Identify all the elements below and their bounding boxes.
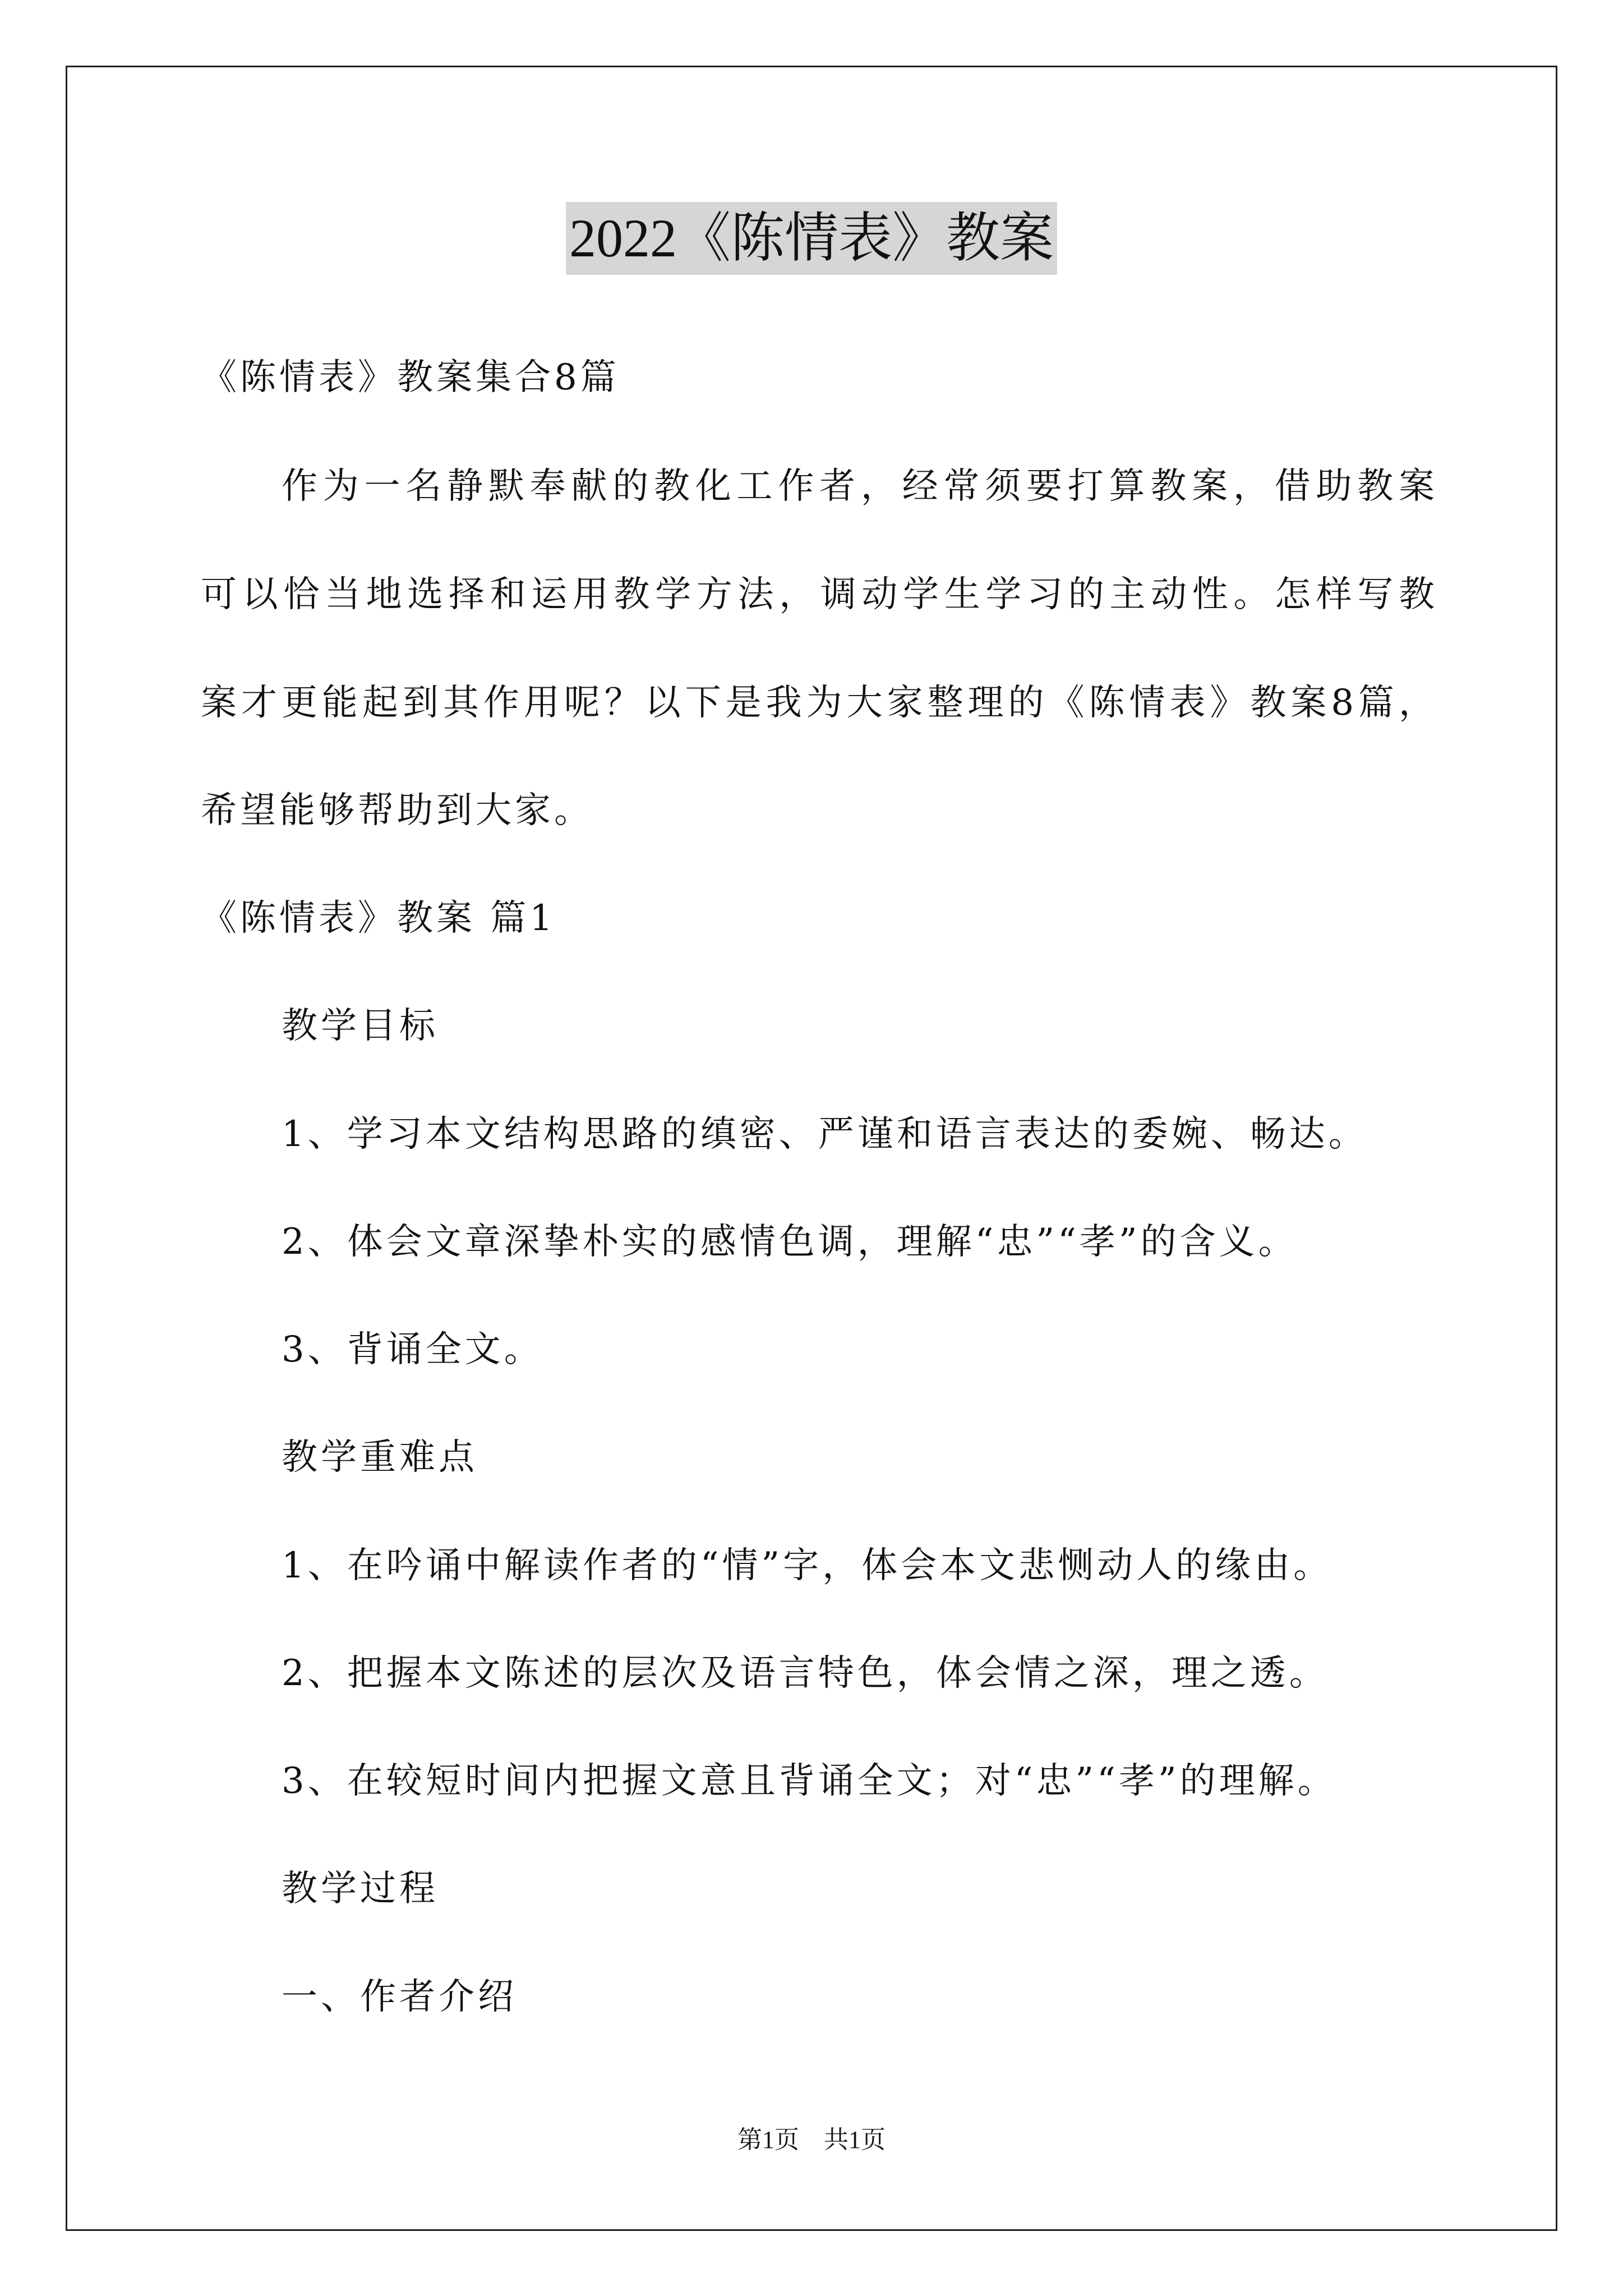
page-footer: 第1页 共1页 <box>737 2126 886 2154</box>
document-title: 2022《陈情表》教案 <box>566 202 1057 275</box>
document-subtitle: 《陈情表》教案集合8篇 <box>201 357 620 398</box>
process-heading: 教学过程 <box>282 1868 439 1910</box>
difficulty-heading: 教学重难点 <box>282 1437 478 1478</box>
objective-item-2: 2、体会文章深挚朴实的感情色调，理解“忠”“孝”的含义。 <box>282 1221 1298 1263</box>
intro-line-4: 希望能够帮助到大家。 <box>201 790 593 831</box>
difficulty-item-3: 3、在较短时间内把握文意且背诵全文；对“忠”“孝”的理解。 <box>282 1760 1337 1802</box>
intro-line-1: 作为一名静默奉献的教化工作者，经常须要打算教案，借助教案 <box>282 466 1435 507</box>
difficulty-item-2: 2、把握本文陈述的层次及语言特色，体会情之深，理之透。 <box>282 1653 1329 1694</box>
intro-line-3: 案才更能起到其作用呢？以下是我为大家整理的《陈情表》教案8篇， <box>201 682 1435 724</box>
title-container <box>0 202 1623 275</box>
objective-item-3: 3、背诵全文。 <box>282 1329 543 1370</box>
intro-line-2: 可以恰当地选择和运用教学方法，调动学生学习的主动性。怎样写教 <box>201 574 1435 615</box>
section-heading: 《陈情表》教案 篇1 <box>201 898 556 939</box>
step-one-heading: 一、作者介绍 <box>282 1976 517 2018</box>
objectives-heading: 教学目标 <box>282 1005 439 1047</box>
objective-item-1: 1、学习本文结构思路的缜密、严谨和语言表达的委婉、畅达。 <box>282 1114 1368 1155</box>
difficulty-item-1: 1、在吟诵中解读作者的“情”字，体会本文悲恻动人的缘由。 <box>282 1545 1333 1586</box>
